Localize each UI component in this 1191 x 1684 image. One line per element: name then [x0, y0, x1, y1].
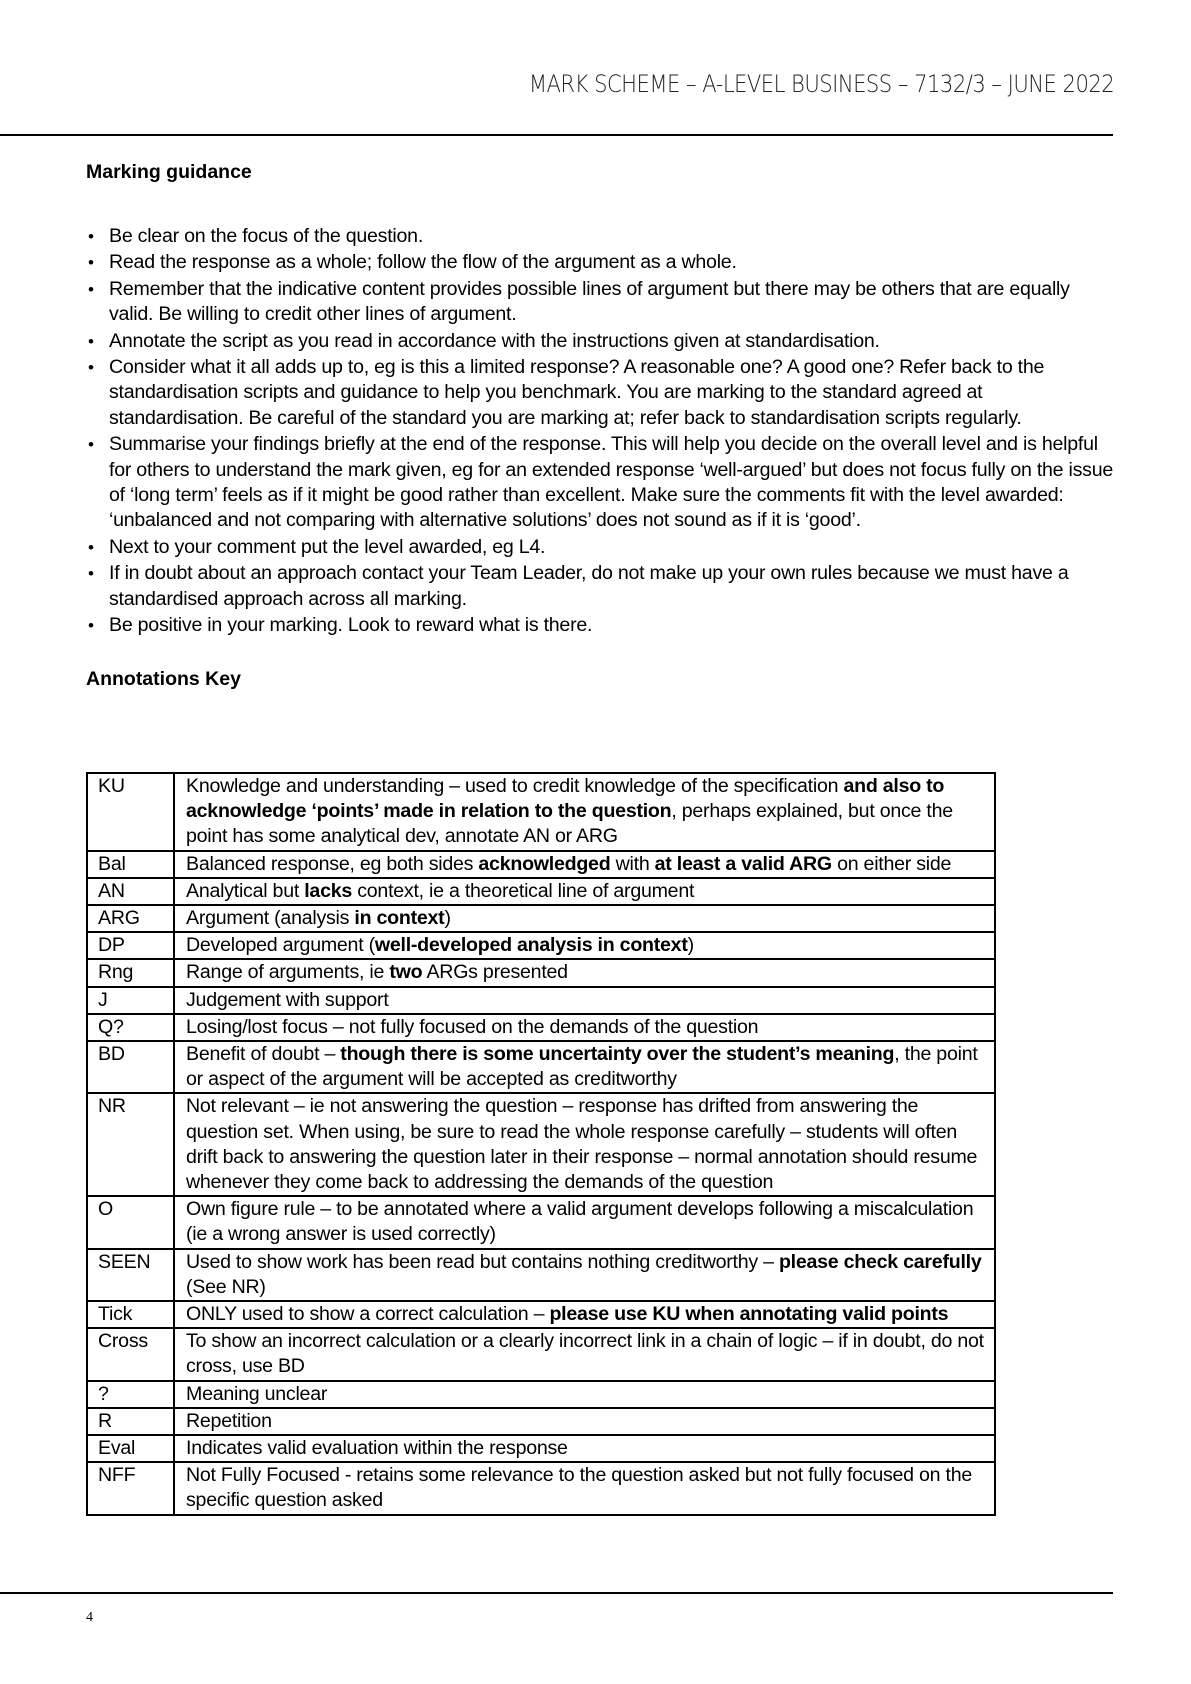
description-text: To show an incorrect calculation or a clearly incorrect link in a chain of logic – if in doubt, do not cross, use BD [186, 1330, 984, 1378]
table-row [87, 1381, 995, 1408]
page-number: 4 [86, 1610, 93, 1625]
annotation-code: KU [87, 773, 174, 851]
table-row [87, 878, 995, 905]
description-text: Benefit of doubt – [186, 1043, 341, 1066]
guidance-item [86, 613, 1116, 638]
table-row [87, 905, 995, 932]
annotation-code: ? [87, 1381, 174, 1408]
description-text: , perhaps explained, but once the point has some analytical dev, annotate AN or ARG [186, 800, 953, 848]
table-row [87, 1462, 995, 1514]
annotation-code: Rng [87, 959, 174, 986]
description-bold-text: lacks [304, 879, 353, 902]
table-row [87, 773, 995, 851]
description-bold-text: and also to acknowledge ‘points’ made in relation to the question [186, 775, 945, 823]
footer-divider [0, 1592, 1113, 1594]
description-text: with [610, 852, 655, 875]
marking-guidance-heading: Marking guidance [86, 161, 252, 183]
annotation-description [174, 1328, 995, 1380]
table-row [87, 1041, 995, 1093]
annotation-description [174, 1249, 995, 1301]
description-text: ARGs presented [422, 961, 568, 984]
bullet-icon: • [88, 616, 94, 636]
description-bold-text: at least a valid ARG [654, 852, 832, 875]
bullet-icon: • [88, 253, 94, 273]
guidance-item-text: If in doubt about an approach contact your Team Leader, do not make up your own rules because we must have a standardised approach across all marking. [109, 562, 1069, 610]
annotation-code: R [87, 1408, 174, 1435]
annotation-code: Tick [87, 1301, 174, 1328]
description-bold-text: acknowledged [478, 852, 611, 875]
description-bold-text: in context [354, 907, 445, 930]
description-text: Used to show work has been read but contains nothing creditworthy – [186, 1250, 779, 1273]
description-text: Judgement with support [186, 988, 389, 1011]
annotation-description [174, 773, 995, 851]
annotation-code: BD [87, 1041, 174, 1093]
annotation-description [174, 932, 995, 959]
guidance-item [86, 432, 1116, 534]
description-text: Not relevant – ie not answering the question – response has drifted from answering the question set. When using, be sure to read the whole response carefully – students will often drift back to answering the question later in their response – normal annotation should resume whenever they come back to addressing the demands of the question [186, 1095, 978, 1194]
annotation-code: NR [87, 1093, 174, 1196]
description-bold-text: please check carefully [778, 1250, 982, 1273]
description-text: Own figure rule – to be annotated where a valid argument develops following a miscalculation (ie a wrong answer is used correctly) [186, 1198, 974, 1246]
table-row [87, 959, 995, 986]
annotation-description [174, 878, 995, 905]
annotation-description [174, 1014, 995, 1041]
guidance-item-text: Be positive in your marking. Look to reward what is there. [109, 614, 593, 637]
annotation-code: DP [87, 932, 174, 959]
annotation-description [174, 1301, 995, 1328]
bullet-icon: • [88, 279, 94, 299]
marking-guidance-list [86, 224, 1116, 640]
annotation-code: Bal [87, 851, 174, 878]
guidance-item [86, 535, 1116, 560]
bullet-icon: • [88, 537, 94, 557]
annotation-description [174, 1093, 995, 1196]
description-text: on either side [831, 852, 952, 875]
bullet-icon: • [88, 227, 94, 246]
annotation-description [174, 959, 995, 986]
description-text: Meaning unclear [186, 1382, 328, 1405]
annotation-code: Eval [87, 1435, 174, 1462]
description-text: Range of arguments, ie [186, 961, 390, 984]
guidance-item-text: Be clear on the focus of the question. [109, 225, 424, 247]
annotation-description [174, 1196, 995, 1248]
description-bold-text: though there is some uncertainty over the student’s meaning [340, 1043, 895, 1066]
annotation-description [174, 1435, 995, 1462]
annotation-description [174, 1408, 995, 1435]
annotations-key-heading: Annotations Key [86, 668, 241, 690]
annotation-code: ARG [87, 905, 174, 932]
annotation-code: J [87, 987, 174, 1014]
description-text: Developed argument ( [186, 934, 375, 957]
guidance-item [86, 224, 1116, 249]
annotations-key-table-body [87, 773, 995, 1515]
description-bold-text: well-developed analysis in context [374, 934, 688, 957]
description-text: Indicates valid evaluation within the response [186, 1437, 568, 1460]
description-text: context, ie a theoretical line of argument [352, 879, 695, 902]
description-bold-text: two [389, 961, 423, 984]
bullet-icon: • [88, 331, 94, 351]
description-text: Losing/lost focus – not fully focused on the demands of the question [186, 1015, 759, 1038]
annotation-description [174, 905, 995, 932]
bullet-icon: • [88, 564, 94, 584]
description-text: (See NR) [186, 1275, 266, 1298]
bullet-icon: • [88, 358, 94, 378]
annotation-code: NFF [87, 1462, 174, 1514]
guidance-item [86, 355, 1116, 431]
description-text: Analytical but [186, 879, 305, 902]
guidance-item-text: Remember that the indicative content provides possible lines of argument but there may be others that are equally valid. Be willing to credit other lines of argument. [109, 277, 1070, 326]
guidance-item [86, 561, 1116, 612]
table-row [87, 1435, 995, 1462]
description-text: Knowledge and understanding – used to credit knowledge of the specification [186, 775, 844, 797]
description-text: , the point or aspect of the argument will be accepted as creditworthy [186, 1043, 978, 1091]
description-text: Repetition [186, 1409, 272, 1432]
guidance-item-text: Read the response as a whole; follow the flow of the argument as a whole. [109, 251, 737, 274]
guidance-item [86, 250, 1116, 275]
annotation-description [174, 1381, 995, 1408]
description-bold-text: please use KU when annotating valid points [549, 1303, 949, 1326]
header-divider [0, 134, 1113, 136]
table-row [87, 1301, 995, 1328]
table-row [87, 987, 995, 1014]
guidance-item [86, 329, 1116, 354]
guidance-item-text: Annotate the script as you read in accordance with the instructions given at standardisation. [109, 329, 880, 352]
table-row [87, 932, 995, 959]
guidance-item-text: Consider what it all adds up to, eg is this a limited response? A reasonable one? A good one? Refer back to the standardisation scripts and guidance to help you benchmark. You are marking to the standard agreed at standardisation. Be careful of the standard you are marking at; refer back to standardisation scripts regularly. [109, 356, 1045, 429]
annotation-code: SEEN [87, 1249, 174, 1301]
description-text: Not Fully Focused - retains some relevance to the question asked but not fully focused on the specific question asked [186, 1464, 972, 1512]
annotation-code: O [87, 1196, 174, 1248]
description-text: Argument (analysis [186, 907, 355, 930]
description-text: ) [444, 907, 451, 930]
annotation-code: Q? [87, 1014, 174, 1041]
table-row [87, 851, 995, 878]
table-row [87, 1408, 995, 1435]
table-row [87, 1093, 995, 1196]
annotation-code: AN [87, 878, 174, 905]
table-row [87, 1014, 995, 1041]
annotation-description [174, 987, 995, 1014]
guidance-item-text: Summarise your findings briefly at the end of the response. This will help you decide on the overall level and is helpful for others to understand the mark given, eg for an extended response ‘well-argued’ but does not focus fully on the issue of ‘long term’ feels as if it might be good rather than excellent. Make sure the comments fit with the level awarded: ‘unbalanced and not comparing with alternative solutions’ does not sound as if it is ‘good’. [109, 433, 1114, 532]
guidance-item [86, 277, 1116, 328]
annotation-description [174, 851, 995, 878]
bullet-icon: • [88, 435, 94, 455]
table-row [87, 1249, 995, 1301]
annotations-key-table [86, 772, 996, 1516]
description-text: ONLY used to show a correct calculation – [186, 1303, 550, 1326]
guidance-item-text: Next to your comment put the level awarded, eg L4. [109, 535, 546, 558]
table-row [87, 1196, 995, 1248]
annotation-description [174, 1041, 995, 1093]
table-row [87, 1328, 995, 1380]
annotation-description [174, 1462, 995, 1514]
running-header-title: MARK SCHEME – A-LEVEL BUSINESS – 7132/3 – JUNE 2022 [528, 70, 1114, 98]
annotation-code: Cross [87, 1328, 174, 1380]
description-text: Balanced response, eg both sides [186, 852, 479, 875]
description-text: ) [687, 934, 694, 957]
